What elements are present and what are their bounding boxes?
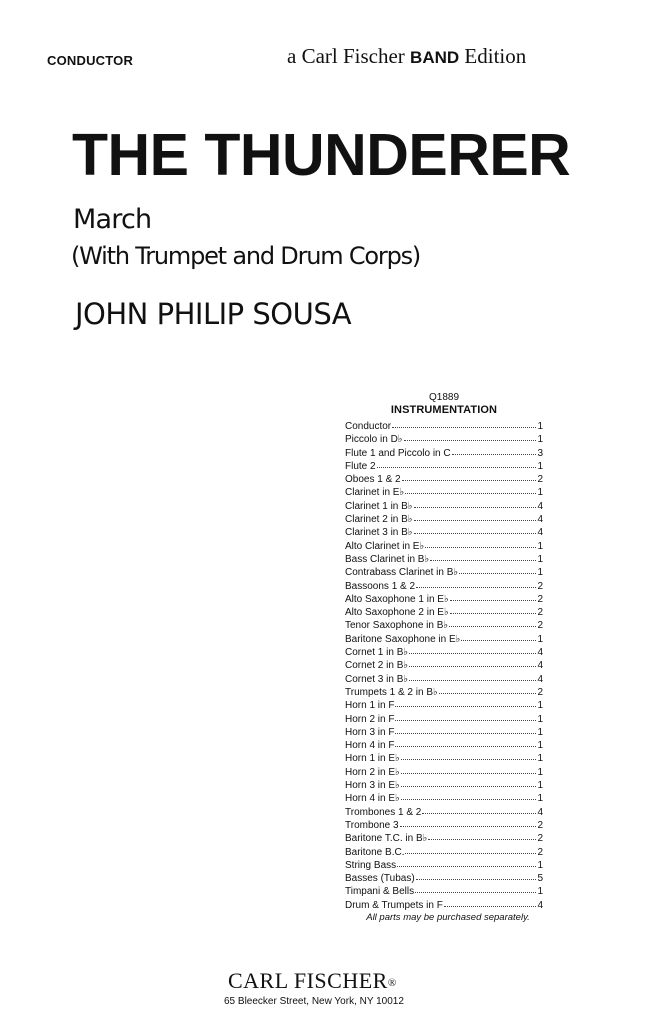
part-label: CONDUCTOR [47,53,134,68]
dot-leader [449,617,536,627]
edition-suffix: Edition [464,44,527,68]
part-quantity: 1 [537,780,543,792]
dot-leader [401,790,536,800]
part-quantity: 2 [537,620,543,632]
part-quantity: 5 [537,873,543,885]
dot-leader [395,737,536,747]
instrument-name: Alto Saxophone 1 in E♭ [345,593,449,605]
list-item [345,712,543,725]
instrumentation-list [345,419,543,911]
list-item [345,485,543,498]
part-quantity: 2 [537,819,543,831]
part-quantity: 2 [537,580,543,592]
dot-leader [409,644,536,654]
list-item [345,525,543,538]
list-item [345,738,543,751]
list-item [345,778,543,791]
dot-leader [415,883,536,893]
dot-leader [405,484,536,494]
instrument-name: Cornet 3 in B♭ [345,673,409,685]
list-item [345,618,543,631]
dot-leader [377,458,536,468]
instrument-name: Horn 2 in E♭ [345,766,400,778]
instrument-name: Alto Saxophone 2 in E♭ [345,607,449,619]
list-item [345,605,543,618]
dot-leader [395,697,536,707]
subtitle: March [73,204,152,235]
list-item [345,831,543,844]
page-title: THE THUNDERER [72,122,571,188]
instrumentation-heading: INSTRUMENTATION [390,404,498,416]
part-quantity: 1 [537,753,543,765]
list-item [345,592,543,605]
instrument-name: Clarinet 1 in B♭ [345,500,413,512]
part-quantity: 1 [537,553,543,565]
dot-leader [416,870,536,880]
dot-leader [439,684,536,694]
part-quantity: 4 [537,514,543,526]
dot-leader [409,671,536,681]
dot-leader [401,777,536,787]
dot-leader [401,764,536,774]
instrument-name: Trumpets 1 & 2 in B♭ [345,686,438,698]
part-quantity: 1 [537,700,543,712]
part-quantity: 2 [537,607,543,619]
part-quantity: 4 [537,500,543,512]
dot-leader [428,830,536,840]
part-quantity: 1 [537,633,543,645]
part-quantity: 2 [537,474,543,486]
part-quantity: 1 [537,460,543,472]
part-quantity: 2 [537,686,543,698]
dot-leader [414,511,536,521]
publisher-address: 65 Bleecker Street, New York, NY 10012 [224,996,404,1007]
dot-leader [404,431,536,441]
instrument-name: Horn 4 in E♭ [345,793,400,805]
edition-line [287,44,526,69]
instrument-name: Conductor [345,421,392,432]
dot-leader [395,711,536,721]
part-quantity: 4 [537,660,543,672]
list-item [345,858,543,871]
part-quantity: 4 [537,899,543,911]
dot-leader [430,551,536,561]
instrument-name: Basses (Tubas) [345,873,415,885]
instrument-name: Bassoons 1 & 2 [345,580,416,592]
part-quantity: 4 [537,673,543,685]
edition-band: BAND [410,48,460,67]
instrument-name: Timpani & Bells [345,886,415,898]
instrument-name: Horn 3 in E♭ [345,780,400,792]
list-item [345,658,543,671]
list-item [345,472,543,485]
instrument-name: Flute 2 [345,460,376,472]
instrument-name: Clarinet in E♭ [345,487,405,499]
list-item [345,645,543,658]
list-item [345,884,543,897]
instrument-name: Horn 3 in F [345,726,395,738]
list-item [345,751,543,764]
part-quantity: 2 [537,846,543,858]
part-quantity: 1 [537,540,543,552]
purchase-note: All parts may be purchased separately. [366,911,530,923]
instrument-name: Alto Clarinet in E♭ [345,540,425,552]
list-item [345,579,543,592]
part-quantity: 3 [537,447,543,459]
part-quantity: 4 [537,647,543,659]
list-item [345,791,543,804]
instrument-name: Clarinet 2 in B♭ [345,514,413,526]
composer-name: JOHN PHILIP SOUSA [75,297,352,331]
part-quantity: 1 [537,434,543,446]
instrument-name: String Bass [345,859,397,871]
instrument-name: Trombone 3 [345,819,399,831]
dot-leader [450,604,536,614]
instrument-name: Drum & Trumpets in F [345,899,443,911]
instrument-name: Baritone B.C. [345,846,405,858]
instrument-name: Horn 1 in E♭ [345,753,400,765]
catalog-number: Q1889 [428,392,460,403]
part-quantity: 1 [537,766,543,778]
part-quantity: 1 [537,740,543,752]
dot-leader [401,750,536,760]
part-quantity: 1 [537,859,543,871]
instrument-name: Baritone Saxophone in E♭ [345,633,461,645]
dot-leader [425,538,536,548]
dot-leader [402,471,536,481]
dot-leader [395,724,536,734]
dot-leader [397,857,536,867]
dot-leader [405,844,536,854]
registered-mark: ® [387,977,397,989]
list-item [345,499,543,512]
list-item [345,685,543,698]
instrument-name: Baritone T.C. in B♭ [345,833,428,845]
list-item [345,565,543,578]
dot-leader [392,418,536,428]
dot-leader [416,578,536,588]
subtitle-detail: (With Trumpet and Drum Corps) [71,242,421,270]
dot-leader [444,897,536,907]
dot-leader [414,498,536,508]
instrument-name: Horn 4 in F [345,740,395,752]
instrumentation-block [345,392,543,924]
list-item [345,698,543,711]
list-item [345,446,543,459]
part-quantity: 1 [537,713,543,725]
list-item [345,672,543,685]
dot-leader [409,657,536,667]
list-item [345,432,543,445]
part-quantity: 1 [537,421,543,432]
part-quantity: 2 [537,833,543,845]
publisher-logo [228,968,397,996]
list-item [345,765,543,778]
instrument-name: Clarinet 3 in B♭ [345,527,413,539]
part-quantity: 1 [537,793,543,805]
part-quantity: 1 [537,726,543,738]
dot-leader [461,631,536,641]
instrument-name: Contrabass Clarinet in B♭ [345,567,459,579]
list-item [345,539,543,552]
list-item [345,512,543,525]
dot-leader [452,445,536,455]
list-item [345,805,543,818]
instrument-name: Cornet 1 in B♭ [345,647,409,659]
list-item [345,632,543,645]
list-item [345,459,543,472]
part-quantity: 2 [537,593,543,605]
dot-leader [414,524,536,534]
instrument-name: Horn 1 in F [345,700,395,712]
part-quantity: 1 [537,487,543,499]
dot-leader [422,804,536,814]
instrument-name: Cornet 2 in B♭ [345,660,409,672]
dot-leader [450,591,536,601]
instrument-name: Trombones 1 & 2 [345,806,422,818]
dot-leader [459,564,536,574]
list-item [345,725,543,738]
edition-prefix: a Carl Fischer [287,44,405,68]
part-quantity: 1 [537,886,543,898]
publisher-name: CARL FISCHER [228,968,388,993]
part-quantity: 4 [537,527,543,539]
part-quantity: 1 [537,567,543,579]
list-item [345,845,543,858]
dot-leader [400,817,536,827]
instrument-name: Horn 2 in F [345,713,395,725]
list-item [345,898,543,911]
list-item [345,552,543,565]
list-item [345,818,543,831]
instrument-name: Flute 1 and Piccolo in C [345,447,451,459]
instrument-name: Oboes 1 & 2 [345,474,401,486]
instrument-name: Piccolo in D♭ [345,434,403,446]
list-item [345,419,543,432]
list-item [345,871,543,884]
instrument-name: Tenor Saxophone in B♭ [345,620,449,632]
part-quantity: 4 [537,806,543,818]
instrument-name: Bass Clarinet in B♭ [345,553,430,565]
